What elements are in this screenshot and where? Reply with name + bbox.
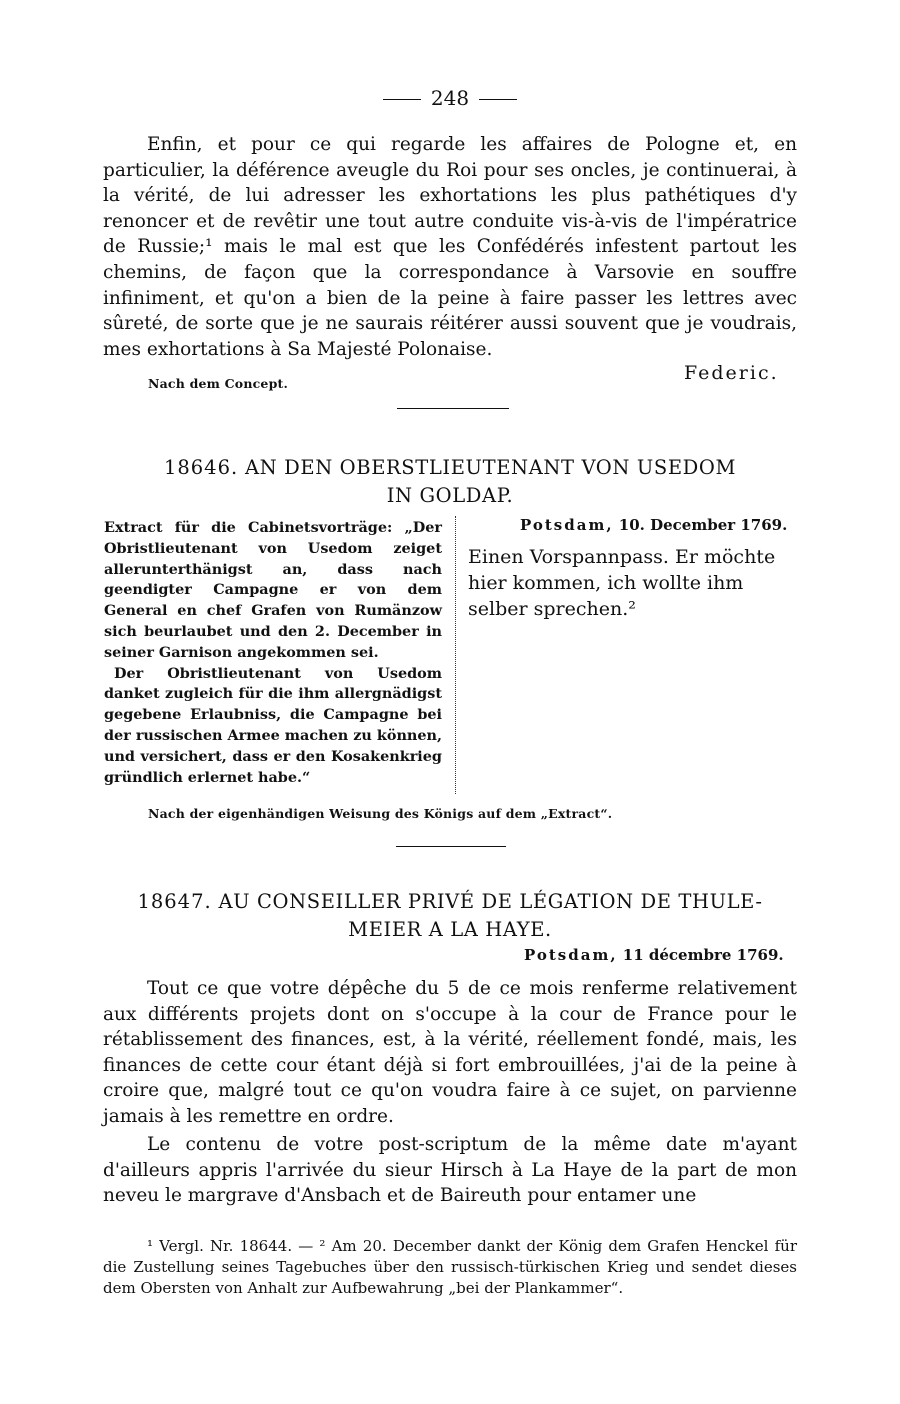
extract-paragraph: Extract für die Cabinetsvorträge: „Der Obristlieutenant von Usedom zeiget allerunterthänigst an, dass nach geendigter Campagne er von dem General en chef Grafen von Rumänzow sich beurlaubet und den 2. December in seiner Garnison angekommen sei. (104, 519, 442, 661)
signature: Federic. (684, 362, 779, 384)
section-divider (397, 408, 509, 409)
letter-number: 18646. (163, 456, 239, 479)
page-number-line (370, 86, 530, 110)
letter-18647-paragraph: Tout ce que votre dépêche du 5 de ce mois renferme relativement aux différents projets dont on s'occupe à la cour de France pour le rétablissement des finances, est, à la vérité, réellement fondé, mais, les finances de cette cour étant déjà si fort embrouillées, j'ai de la peine à croire que, malgré tout ce qu'on voudra faire à ce sujet, on parvienne jamais à les remettre en ordre. (103, 978, 797, 1127)
extract-column (104, 518, 442, 788)
letter-title: AN DEN OBERSTLIEUTENANT VON USEDOM (245, 456, 737, 479)
footnotes: ¹ Vergl. Nr. 18644. — ² Am 20. December dankt der König dem Grafen Henckel für die Zustellung seines Tagebuches über den russisch-türkischen Krieg und sendet dieses dem Obersten von Anhalt zur Aufbewahrung „bei der Plankammer“. (103, 1237, 797, 1297)
letter-18646-source: Nach der eigenhändigen Weisung des Königs auf dem „Extract“. (148, 806, 613, 821)
section-divider (396, 846, 506, 847)
date: 11 décembre 1769. (622, 946, 784, 964)
place: Potsdam, (520, 516, 614, 534)
dash-right (479, 99, 517, 100)
page-number: 248 (430, 86, 470, 110)
letter-18647-paragraph: Le contenu de votre post-scriptum de la même date m'ayant d'ailleurs appris l'arrivée du sieur Hirsch à La Haye de la part de mon neveu le margrave d'Ansbach et de Baireuth pour entamer une (103, 1134, 797, 1207)
letter-title-continued: IN GOLDAP. (386, 484, 514, 507)
king-reply: Einen Vorspannpass. Er möchte hier kommen, ich wollte ihm selber sprechen.² (468, 546, 776, 620)
letter-number: 18647. (137, 890, 212, 913)
dash-left (383, 99, 421, 100)
column-separator (455, 516, 456, 794)
place: Potsdam, (524, 946, 618, 964)
letter-18647-heading (100, 890, 800, 913)
letter-title: AU CONSEILLER PRIVÉ DE LÉGATION DE THULE- (218, 890, 763, 913)
date: 10. December 1769. (618, 516, 788, 534)
letter-title-continued: MEIER A LA HAYE. (348, 918, 552, 941)
dateline (524, 946, 784, 964)
dateline (520, 516, 787, 534)
letter-18646-heading (100, 456, 800, 479)
intro-source-note: Nach dem Concept. (148, 376, 289, 391)
extract-paragraph: Der Obristlieutenant von Usedom danket zugleich für die ihm allergnädigst gegebene Erlaubniss, die Campagne bei der russischen Armee machen zu können, und versichert, dass er den Kosakenkrieg gründlich erlernet habe.“ (104, 664, 442, 786)
intro-paragraph: Enfin, et pour ce qui regarde les affaires de Pologne et, en particulier, la déférence aveugle du Roi pour ses oncles, je continuerai, à la vérité, de lui adresser les exhortations les plus pathétiques d'y renoncer et de revêtir une tout autre conduite vis-à-vis de l'impératrice de Russie;¹ mais le mal est que les Confédérés infestent partout les chemins, de façon que la correspondance à Varsovie en souffre infiniment, et qu'on a bien de la peine à faire passer les lettres avec sûreté, de sorte que je ne saurais réitérer aussi souvent que je voudrais, mes exhortations à Sa Majesté Polonaise. (103, 134, 797, 360)
